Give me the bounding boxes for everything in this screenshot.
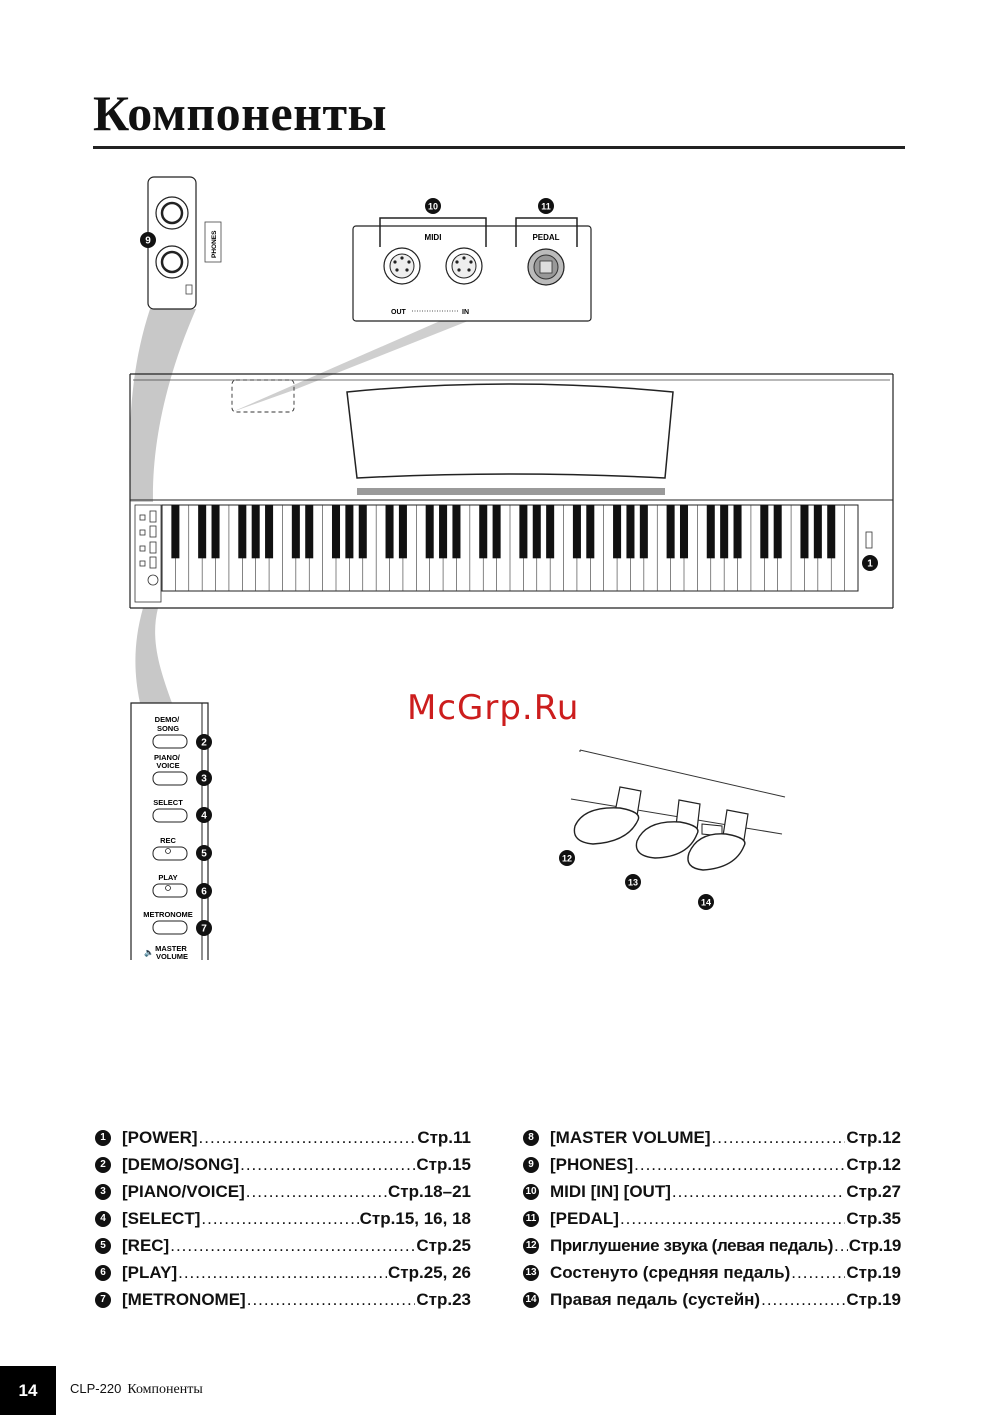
speaker-icon: 🔈 — [144, 948, 154, 957]
play-label: PLAY — [158, 873, 178, 882]
legend-number: 7 — [95, 1292, 111, 1308]
svg-text:DEMO/ SONG — [155, 715, 182, 733]
black-key — [707, 505, 715, 558]
legend-page-ref: Стр.27 — [846, 1181, 901, 1201]
leader-dots — [240, 1155, 415, 1175]
callout-metronome: 7 — [201, 923, 207, 935]
black-key — [667, 505, 675, 558]
piano-voice-label-line2: VOICE — [156, 761, 180, 770]
black-key — [399, 505, 407, 558]
svg-text:PIANO/ VOICE — [154, 753, 182, 770]
legend-number: 14 — [523, 1292, 539, 1308]
rec-label: REC — [160, 836, 176, 845]
legend-page-ref: Стр.15, 16, 18 — [359, 1208, 471, 1228]
legend-number: 5 — [95, 1238, 111, 1254]
legend-item — [523, 1178, 901, 1205]
legend-page-ref: Стр.12 — [846, 1127, 901, 1147]
legend-label: [POWER] — [122, 1127, 198, 1147]
black-key — [827, 505, 835, 558]
out-label: OUT — [391, 309, 406, 316]
music-rest — [347, 384, 673, 478]
title-rule — [93, 146, 905, 149]
legend-label: [PLAY] — [122, 1262, 178, 1282]
left-pedal — [574, 787, 641, 844]
demo-song-label-line2: SONG — [156, 724, 180, 733]
black-key — [640, 505, 648, 558]
legend-page-ref: Стр.11 — [417, 1127, 471, 1147]
callout-piano-voice: 3 — [201, 773, 207, 785]
black-key — [493, 505, 501, 558]
midi-in-port — [446, 248, 482, 284]
black-key — [586, 505, 594, 558]
legend-number: 12 — [523, 1238, 539, 1254]
black-key — [345, 505, 353, 558]
legend-item — [523, 1259, 901, 1286]
black-key — [479, 505, 487, 558]
phones-connector-band — [129, 309, 196, 502]
callout-11: 11 — [541, 201, 551, 212]
legend-page-ref: Стр.18–21 — [388, 1181, 471, 1201]
legend-label: [PIANO/VOICE] — [122, 1181, 245, 1201]
footer-caption — [70, 1381, 203, 1398]
legend-label: [PHONES] — [550, 1154, 634, 1174]
legend-label: MIDI [IN] [OUT] — [550, 1181, 671, 1201]
legend-item — [95, 1286, 471, 1313]
legend-item — [523, 1232, 901, 1259]
legend-number: 2 — [95, 1157, 111, 1173]
footer-model: CLP-220 — [70, 1381, 122, 1396]
phones-panel — [140, 177, 221, 309]
piano-voice-button — [153, 772, 187, 785]
legend-page-ref: Стр.19 — [846, 1289, 901, 1309]
leader-dots — [672, 1182, 846, 1202]
callout-1: 1 — [867, 558, 873, 570]
legend-number: 4 — [95, 1211, 111, 1227]
leader-dots — [712, 1128, 846, 1148]
leader-dots — [834, 1236, 848, 1256]
legend-item — [95, 1178, 471, 1205]
black-key — [452, 505, 460, 558]
master-volume-label-line1: MASTER — [155, 944, 187, 953]
ports-location-marker — [232, 380, 294, 412]
legend-label: Состенуто (средняя педаль) — [550, 1262, 791, 1282]
footer-section: Компоненты — [127, 1382, 203, 1397]
legend-item — [95, 1151, 471, 1178]
demo-song-button — [153, 735, 187, 748]
legend-right — [523, 1124, 901, 1313]
phones-label: PHONES — [211, 230, 218, 258]
pedal-port — [528, 249, 564, 285]
leader-dots — [201, 1209, 358, 1229]
leader-dots — [634, 1155, 845, 1175]
black-key — [252, 505, 260, 558]
legend-page-ref: Стр.35 — [846, 1208, 901, 1228]
callout-demo-song: 2 — [201, 737, 207, 749]
midi-out-port — [384, 248, 420, 284]
legend-number: 6 — [95, 1265, 111, 1281]
leader-dots — [247, 1290, 416, 1310]
ports-panel — [353, 198, 591, 321]
select-label: SELECT — [153, 798, 183, 807]
black-key — [800, 505, 808, 558]
pedal-label: PEDAL — [532, 233, 560, 242]
callout-13: 13 — [627, 877, 639, 888]
black-key — [680, 505, 688, 558]
control-panel-connector-band — [135, 608, 172, 703]
black-key — [305, 505, 313, 558]
legend-label: [MASTER VOLUME] — [550, 1127, 711, 1147]
page-number: 14 — [0, 1366, 56, 1415]
legend-page-ref: Стр.25, 26 — [388, 1262, 471, 1282]
pedal-unit — [559, 750, 785, 910]
black-key — [439, 505, 447, 558]
black-key — [760, 505, 768, 558]
legend-item — [95, 1259, 471, 1286]
select-button — [153, 809, 187, 822]
keyboard — [162, 505, 858, 591]
legend-item — [95, 1124, 471, 1151]
legend-label: [SELECT] — [122, 1208, 201, 1228]
legend-number: 9 — [523, 1157, 539, 1173]
legend-label: Правая педаль (сустейн) — [550, 1289, 761, 1309]
black-key — [774, 505, 782, 558]
legend-item — [523, 1286, 901, 1313]
black-key — [198, 505, 206, 558]
legend-item — [95, 1205, 471, 1232]
black-key — [519, 505, 527, 558]
black-key — [386, 505, 394, 558]
black-key — [426, 505, 434, 558]
legend-page-ref: Стр.15 — [416, 1154, 471, 1174]
callout-select: 4 — [201, 810, 207, 822]
legend-label: [REC] — [122, 1235, 170, 1255]
leader-dots — [791, 1263, 845, 1283]
legend-page-ref: Стр.25 — [416, 1235, 471, 1255]
black-key — [613, 505, 621, 558]
legend-number: 13 — [523, 1265, 539, 1281]
legend-label: [METRONOME] — [122, 1289, 246, 1309]
legend-item — [523, 1205, 901, 1232]
callout-9: 9 — [145, 235, 151, 247]
legend-item — [523, 1151, 901, 1178]
black-key — [238, 505, 246, 558]
master-volume-label-line2: VOLUME — [155, 952, 189, 960]
black-key — [533, 505, 541, 558]
midi-label: MIDI — [424, 233, 442, 242]
control-panel — [131, 703, 212, 960]
watermark: McGrp.Ru — [407, 688, 580, 728]
black-key — [720, 505, 728, 558]
legend-number: 1 — [95, 1130, 111, 1146]
leader-dots — [178, 1263, 387, 1283]
black-key — [332, 505, 340, 558]
callout-12: 12 — [561, 853, 573, 864]
demo-song-label-line1: DEMO/ — [154, 715, 180, 724]
components-diagram — [0, 160, 1000, 960]
leader-dots — [620, 1209, 845, 1229]
callout-rec: 5 — [201, 848, 207, 860]
piano-voice-label-line1: PIANO/ — [154, 753, 180, 762]
black-key — [573, 505, 581, 558]
callout-play: 6 — [201, 886, 207, 898]
metronome-label: METRONOME — [143, 910, 193, 919]
black-key — [734, 505, 742, 558]
metronome-button — [153, 921, 187, 934]
legend-item — [95, 1232, 471, 1259]
callout-14: 14 — [700, 897, 712, 908]
svg-text:MASTER VOLUME — [155, 944, 189, 960]
legend-label: [PEDAL] — [550, 1208, 619, 1228]
black-key — [546, 505, 554, 558]
page-title: Компоненты — [93, 85, 388, 141]
legend-number: 3 — [95, 1184, 111, 1200]
legend-page-ref: Стр.23 — [416, 1289, 471, 1309]
black-key — [171, 505, 179, 558]
legend-left — [95, 1124, 471, 1313]
legend-page-ref: Стр.12 — [846, 1154, 901, 1174]
black-key — [265, 505, 273, 558]
black-key — [359, 505, 367, 558]
legend-number: 8 — [523, 1130, 539, 1146]
black-key — [292, 505, 300, 558]
leader-dots — [761, 1290, 845, 1310]
callout-10: 10 — [427, 201, 439, 212]
black-key — [814, 505, 822, 558]
legend-page-ref: Стр.19 — [848, 1235, 901, 1255]
legend-item — [523, 1124, 901, 1151]
leader-dots — [199, 1128, 417, 1148]
black-key — [212, 505, 220, 558]
legend-label: [DEMO/SONG] — [122, 1154, 240, 1174]
leader-dots — [170, 1236, 415, 1256]
legend-label: Приглушение звука (левая педаль) — [550, 1235, 833, 1255]
legend-page-ref: Стр.19 — [846, 1262, 901, 1282]
black-key — [626, 505, 634, 558]
legend-number: 10 — [523, 1184, 539, 1200]
legend-number: 11 — [523, 1211, 539, 1227]
leader-dots — [246, 1182, 387, 1202]
in-label: IN — [462, 309, 469, 316]
